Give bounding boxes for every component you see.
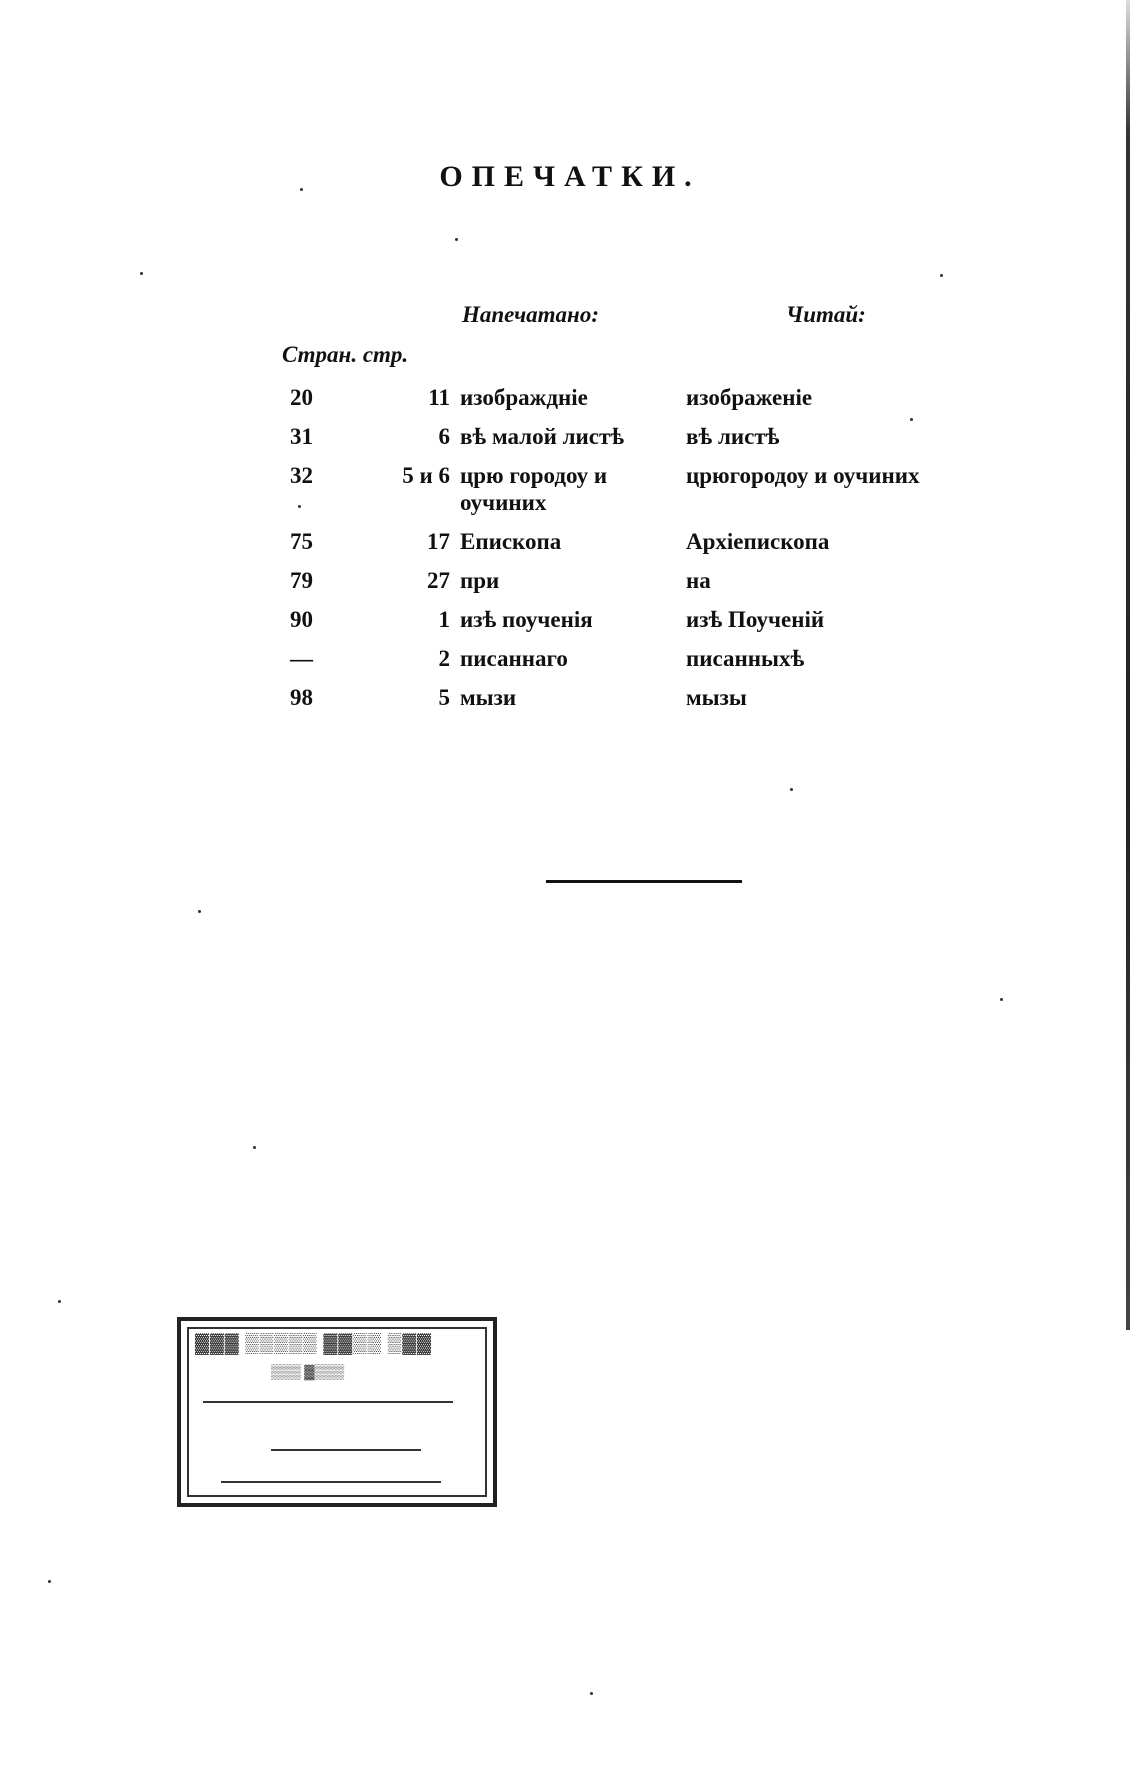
- page-number: 31: [290, 424, 313, 449]
- ink-speck: [910, 418, 913, 421]
- ink-speck: [940, 274, 943, 277]
- table-row: [290, 384, 1026, 423]
- section-divider: [546, 880, 742, 883]
- ink-speck: [1000, 998, 1003, 1001]
- library-stamp: [177, 1317, 497, 1507]
- ink-speck: [198, 910, 201, 913]
- line-number: 6: [438, 424, 450, 449]
- corrected-text: вѣ листѣ: [686, 424, 780, 449]
- corrected-text: на: [686, 568, 711, 593]
- ink-speck: [58, 1300, 61, 1303]
- printed-text: мызи: [460, 685, 517, 710]
- page-number: —: [290, 646, 313, 671]
- table-row: [290, 423, 1026, 462]
- line-number: 17: [427, 529, 450, 554]
- printed-text: Епископа: [460, 529, 562, 554]
- line-number: 5 и 6: [402, 463, 450, 488]
- printed-text: вѣ малой листѣ: [460, 424, 625, 449]
- ink-speck: [590, 1692, 593, 1695]
- page-number: 98: [290, 685, 313, 710]
- corrected-text: мызы: [686, 685, 747, 710]
- page-number: 20: [290, 385, 313, 410]
- table-row: [290, 684, 1026, 723]
- table-row: [290, 645, 1026, 684]
- line-number: 1: [438, 607, 450, 632]
- stamp-rule: [203, 1401, 453, 1403]
- page-number: 75: [290, 529, 313, 554]
- printed-text: изѣ поученія: [460, 607, 593, 632]
- table-row: [290, 462, 1026, 528]
- page-title: ОПЕЧАТКИ.: [439, 160, 701, 193]
- corrected-text: писанныхѣ: [686, 646, 805, 671]
- ink-speck: [790, 788, 793, 791]
- column-header-page-line: Стран. стр.: [282, 342, 409, 367]
- printed-text: писаннаго: [460, 646, 568, 671]
- printed-text: црю городоу и оучиних: [460, 463, 608, 515]
- stamp-rule: [271, 1449, 421, 1451]
- table-row: [290, 606, 1026, 645]
- stamp-subtext-illegible: ▒▒▒ ▓▒▒▒: [271, 1365, 345, 1380]
- ink-speck: [48, 1580, 51, 1583]
- table-row: [290, 528, 1026, 567]
- column-header-printed: Напечатано:: [462, 302, 599, 327]
- stamp-rule: [221, 1481, 441, 1483]
- line-number: 11: [428, 385, 450, 410]
- line-number: 27: [427, 568, 450, 593]
- ink-speck: [455, 238, 458, 241]
- errata-table: [290, 384, 1026, 723]
- line-number: 2: [438, 646, 450, 671]
- page-number: 79: [290, 568, 313, 593]
- corrected-text: изѣ Поученій: [686, 607, 825, 632]
- corrected-text: црюгородоу и оучиних: [686, 463, 920, 488]
- printed-text: изображдніе: [460, 385, 588, 410]
- ink-speck: [253, 1146, 256, 1149]
- page-number: 90: [290, 607, 313, 632]
- column-header-read: Читай:: [786, 302, 866, 327]
- table-row: [290, 567, 1026, 606]
- printed-text: при: [460, 568, 500, 593]
- corrected-text: Архіепископа: [686, 529, 830, 554]
- corrected-text: изображеніе: [686, 385, 813, 410]
- stamp-text-illegible: ▓▓▓ ▒▒▒▒▒ ▓▓▒▒ ▒▓▓: [195, 1333, 432, 1354]
- ink-speck: [300, 188, 303, 191]
- ink-speck: [140, 272, 143, 275]
- ink-speck: [298, 505, 301, 508]
- line-number: 5: [438, 685, 450, 710]
- page-number: 32: [290, 463, 313, 488]
- page-edge-shadow: [1126, 0, 1130, 1330]
